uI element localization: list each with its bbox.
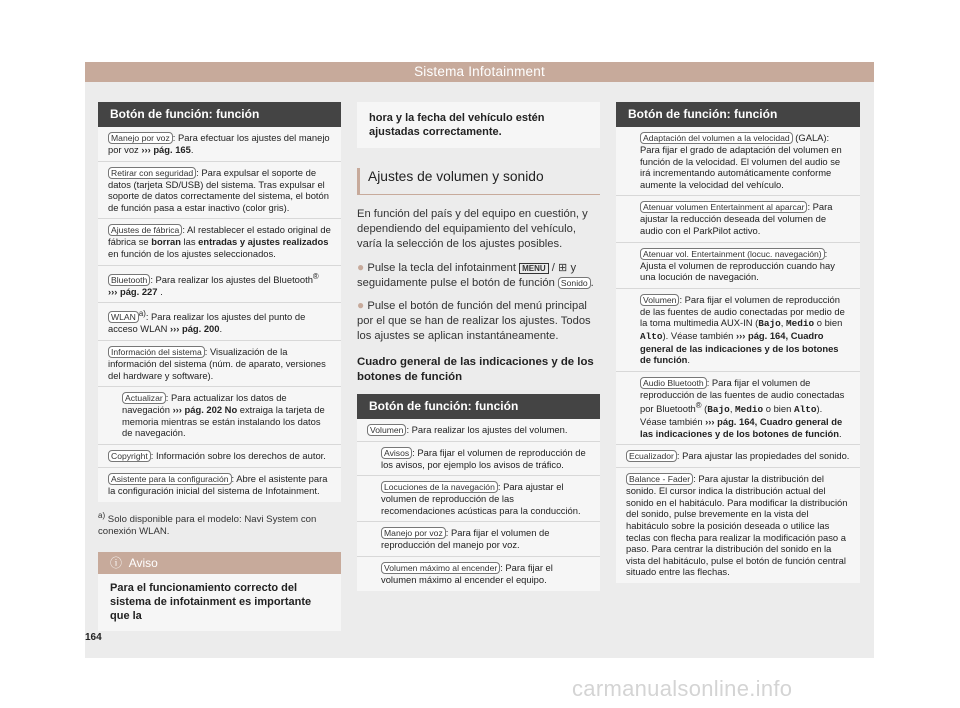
table-row: Manejo por voz : Para fijar el volumen de reproducción del manejo por voz. [357,522,600,557]
bullet-dot-icon: ● [357,259,365,274]
table-header: Botón de función: función [357,394,600,419]
function-button-label: Sonido [558,277,591,289]
paragraph: En función del país y del equipo en cuestión, y dependiendo del equipamiento del vehículo, varía la selección de los ajustes posibles. [357,208,588,251]
grid-icon: ⊞ [558,261,568,274]
function-button-label: Volumen [640,294,679,306]
function-button-label: Ecualizador [626,450,677,462]
page-reference[interactable]: ››› pág. 200 [170,323,220,335]
table-row: Locuciones de la navegación : Para ajustar el volumen de reproducción de las recomendaciones acústicas para la conducción. [357,476,600,522]
function-button-label: Volumen máximo al encender [381,562,500,574]
middle-column [357,102,600,591]
middle-function-table [357,394,600,591]
table-row: Bluetooth : Para realizar los ajustes del Bluetooth® ››› pág. 227 . [98,266,341,304]
function-button-label: Balance - Fader [626,473,693,485]
function-button-label: Locuciones de la navegación [381,481,498,493]
table-header: Botón de función: función [616,102,860,127]
function-button-label: Ajustes de fábrica [108,224,182,236]
footnote: $^{a)}$ Solo disponible para el modelo: Navi System con conexión WLAN. [98,510,317,537]
page-reference[interactable]: ››› pág. 202 [172,404,223,416]
table-row: Balance - Fader : Para ajustar la distribución del sonido. El cursor indica la distribución actual del sonido en el habitáculo. Para modificar la distribución del sonido, pulse brevemente en la vista del habitáculo sobre la posición deseada o utilice las teclas con flecha para realizar la modificación paso a paso. Para centrar la distribución del sonido en la vista del habitáculo, pulse el botón de función central situado entre las flechas. [626,473,848,578]
aviso-continuation: hora y la fecha del vehículo estén ajustadas correctamente. [357,102,600,148]
function-button-label: Manejo por voz [381,527,446,539]
page-reference[interactable]: ››› pág. 164, Cuadro general de las indicaciones y de los botones de función [640,329,839,366]
table-row: Volumen : Para realizar los ajustes del volumen. [357,419,600,442]
function-button-label: Adaptación del volumen a la velocidad [640,132,793,144]
table-row: Ajustes de fábrica : Al restablecer el estado original de fábrica se borran las entradas y ajustes realizados en función de los ajustes seleccionados. [98,219,341,265]
table-row: Ecualizador : Para ajustar las propiedades del sonido. [616,445,860,468]
page-reference[interactable]: ››› pág. 165 [141,144,191,155]
table-row: Atenuar volumen Entertainment al aparcar : Para ajustar la reducción deseada del volumen de audio con el ParkPilot activo. [616,196,860,242]
watermark: carmanualsonline.info [572,676,793,701]
bullet-dot-icon: ● [357,298,365,313]
section-title: Ajustes de volumen y sonido [357,168,600,195]
table-row: Retirar con seguridad : Para expulsar el soporte de datos (tarjeta SD/USB) del sistema. Tras expulsar el soporte de datos correctamente del sistema, el botón de función pasa a estar inactivo (color gris). [98,162,341,220]
function-button-label: Retirar con seguridad [108,167,196,179]
function-button-label: Atenuar volumen Entertainment al aparcar [640,201,807,213]
table-row: Volumen : Para fijar el volumen de reproducción de las fuentes de audio conectadas por medio de la toma multimedia AUX-IN (Bajo, Medio o bien Alto). Véase también ››› pág. 164, Cuadro general de las indicaciones y de los botones de función. [616,289,860,372]
function-button-label: Avisos [381,447,412,459]
table-row: Avisos : Para fijar el volumen de reproducción de los avisos, por ejemplo los avisos de tráfico. [357,442,600,477]
table-row: WLAN $^{a)}$: Para realizar los ajustes del punto de acceso WLAN ››› pág. 200. [98,303,341,341]
left-function-table [98,102,341,502]
table-row: Volumen máximo al encender : Para fijar el volumen máximo al encender el equipo. [381,562,553,585]
aviso-box [98,552,341,631]
table-row: Copyright : Información sobre los derechos de autor. [98,445,341,468]
table-row: Adaptación del volumen a la velocidad (GALA): Para fijar el grado de adaptación del volumen en función de la velocidad. El volumen del audio se irá incrementando automáticamente conforme aumente la velocidad del vehículo. [616,127,860,196]
table-header: Botón de función: función [98,102,341,127]
aviso-text: Para el funcionamiento correcto del sistema de infotainment es importante que la [110,581,312,622]
function-button-label: Audio Bluetooth [640,377,707,389]
right-function-table [616,102,860,583]
function-button-label: Asistente para la configuración [108,473,232,485]
table-row: Manejo por voz : Para efectuar los ajustes del manejo por voz ››› pág. 165. [98,127,341,162]
function-button-label: Bluetooth [108,274,150,286]
function-button-label: Atenuar vol. Entertainment (locuc. navegación) [640,248,825,260]
function-button-label: Copyright [108,450,151,462]
info-icon: ⓘ [110,555,123,570]
menu-key-label: MENU [519,263,549,274]
function-button-label: Actualizar [122,392,166,404]
function-button-label: Volumen [367,424,406,436]
page-header [85,62,874,82]
page-header-title: Sistema Infotainment [414,64,545,79]
instruction-bullet: ● Pulse el botón de función del menú principal por el que se han de realizar los ajustes. Todos los ajustes se aplican instantáneamente. [357,298,591,343]
table-row: Información del sistema : Visualización de la información del sistema (núm. de aparato, versiones del hardware y software). [98,341,341,387]
table-row: Asistente para la configuración : Abre el asistente para la configuración inicial del sistema de Infotainment. [108,472,328,496]
subsection-title: Cuadro general de las indicaciones y de los botones de función [357,355,594,383]
table-row: Atenuar vol. Entertainment (locuc. navegación) : Ajusta el volumen de reproducción cuando hay una locución de navegación. [616,243,860,289]
left-column [98,102,341,631]
aviso-header: ⓘ Aviso [98,552,341,574]
page-number: 164 [85,632,102,643]
function-button-label: Información del sistema [108,346,205,358]
table-row: Audio Bluetooth : Para fijar el volumen de reproducción de las fuentes de audio conectadas por Bluetooth® (Bajo, Medio o bien Alto). Véase también ››› pág. 164, Cuadro general de las indicaciones y de los botones de función. [616,372,860,446]
page-reference[interactable]: ››› pág. 227 [108,285,158,297]
right-column [616,102,860,583]
instruction-bullet: ● Pulse la tecla del infotainment MENU / ⊞ y seguidamente pulse el botón de función Sonido . [357,259,594,289]
page-reference[interactable]: ››› pág. 164, Cuadro general de las indicaciones y de los botones de función [640,416,843,439]
function-button-label: WLAN [108,311,139,323]
table-row: Actualizar : Para actualizar los datos de navegación ››› pág. 202 No extraiga la tarjeta de memoria mientras se están instalando los datos de navegación. [98,387,341,445]
function-button-label: Manejo por voz [108,132,173,144]
